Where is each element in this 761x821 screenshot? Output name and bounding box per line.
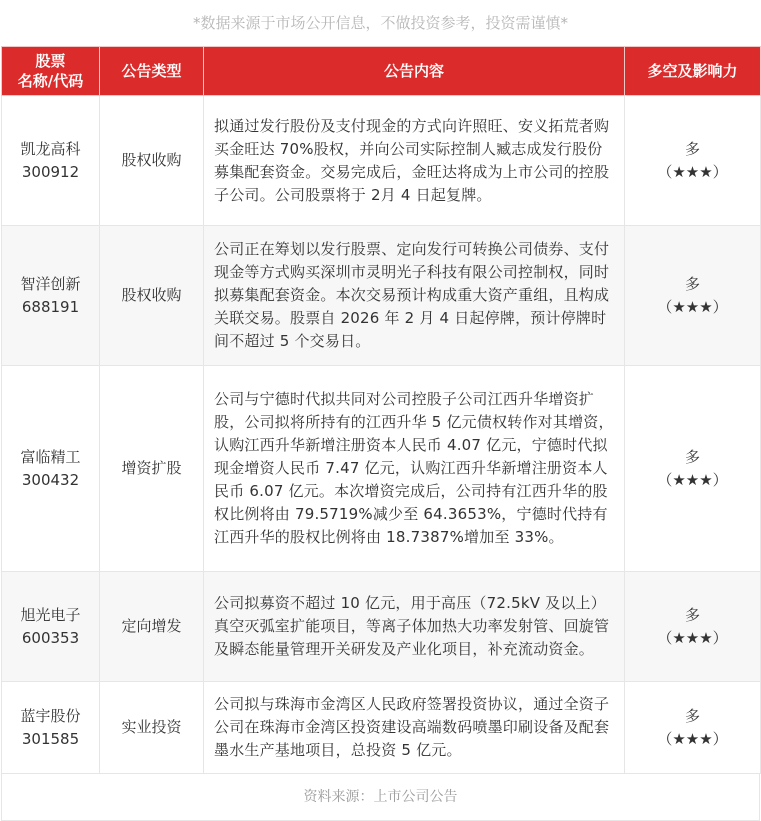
stock-name: 凯龙高科 bbox=[20, 139, 81, 158]
announcement-content: 公司正在筹划以发行股票、定向发行可转换公司债券、支付现金等方式购买深圳市灵明光子科技有限公司控制权，同时拟募集配套资金。本次交易预计构成重大资产重组，且构成关联交易。股票自 2026 年 2 月 4 日起停牌，预计停牌时间不超过 5 个交易日。 bbox=[204, 226, 625, 366]
stock-cell bbox=[2, 96, 100, 226]
table-header-row bbox=[2, 47, 761, 96]
disclaimer-text: *数据来源于市场公开信息，不做投资参考，投资需谨慎* bbox=[192, 14, 568, 32]
announcement-table bbox=[1, 46, 761, 774]
table-row bbox=[2, 96, 761, 226]
header-stock-line1: 股票 bbox=[35, 52, 66, 70]
stock-cell bbox=[2, 682, 100, 774]
stock-name: 旭光电子 bbox=[20, 605, 81, 624]
star-rating: （★★★） bbox=[657, 729, 728, 748]
header-type: 公告类型 bbox=[100, 47, 204, 96]
impact-cell bbox=[625, 682, 761, 774]
stock-name: 智洋创新 bbox=[20, 274, 81, 293]
impact-cell bbox=[625, 226, 761, 366]
stock-code: 300432 bbox=[21, 470, 80, 489]
header-content: 公告内容 bbox=[204, 47, 625, 96]
stock-code: 688191 bbox=[21, 297, 80, 316]
table-row bbox=[2, 226, 761, 366]
star-rating: （★★★） bbox=[657, 162, 728, 181]
header-stock-line2: 名称/代码 bbox=[17, 72, 84, 90]
stock-code: 301585 bbox=[21, 729, 80, 748]
impact-label: 多 bbox=[684, 706, 700, 725]
announcement-type: 实业投资 bbox=[100, 682, 204, 774]
stock-code: 300912 bbox=[21, 162, 80, 181]
announcement-content: 公司拟募资不超过 10 亿元，用于高压（72.5kV 及以上）真空灭弧室扩能项目，等离子体加热大功率发射管、回旋管及瞬态能量管理开关研发及产业化项目，补充流动资金。 bbox=[204, 572, 625, 682]
announcement-content: 公司拟与珠海市金湾区人民政府签署投资协议，通过全资子公司在珠海市金湾区投资建设高端数码喷墨印刷设备及配套墨水生产基地项目，总投资 5 亿元。 bbox=[204, 682, 625, 774]
announcement-content: 公司与宁德时代拟共同对公司控股子公司江西升华增资扩股，公司拟将所持有的江西升华 5 亿元债权转作对其增资，认购江西升华新增注册资本人民币 4.07 亿元，宁德时代拟现金增资人民币 7.47 亿元，认购江西升华新增注册资本人民币 6.07 亿元。本次增资完成后，公司持有江西升华的股权比例将由 79.5719%减少至 64.3653%，宁德时代持有江西升华的股权比例将由 18.7387%增加至 33%。 bbox=[204, 366, 625, 572]
impact-label: 多 bbox=[684, 139, 700, 158]
impact-label: 多 bbox=[684, 605, 700, 624]
impact-label: 多 bbox=[684, 447, 700, 466]
stock-code: 600353 bbox=[21, 628, 80, 647]
star-rating: （★★★） bbox=[657, 470, 728, 489]
stock-cell bbox=[2, 572, 100, 682]
star-rating: （★★★） bbox=[657, 297, 728, 316]
stock-cell bbox=[2, 226, 100, 366]
stock-name: 富临精工 bbox=[20, 447, 81, 466]
header-stock bbox=[2, 47, 100, 96]
announcement-content: 拟通过发行股份及支付现金的方式向许照旺、安义拓荒者购买金旺达 70%股权，并向公司实际控制人臧志成发行股份募集配套资金。交易完成后，金旺达将成为上市公司的控股子公司。公司股票将于 2月 4 日起复牌。 bbox=[204, 96, 625, 226]
stock-name: 蓝宇股份 bbox=[20, 706, 81, 725]
table-row bbox=[2, 366, 761, 572]
table-row bbox=[2, 682, 761, 774]
impact-cell bbox=[625, 96, 761, 226]
impact-label: 多 bbox=[684, 274, 700, 293]
stock-cell bbox=[2, 366, 100, 572]
source-footer: 资料来源：上市公司公告 bbox=[1, 774, 760, 821]
star-rating: （★★★） bbox=[657, 628, 728, 647]
announcement-type: 股权收购 bbox=[100, 96, 204, 226]
header-impact: 多空及影响力 bbox=[625, 47, 761, 96]
table-row bbox=[2, 572, 761, 682]
impact-cell bbox=[625, 366, 761, 572]
announcement-type: 股权收购 bbox=[100, 226, 204, 366]
impact-cell bbox=[625, 572, 761, 682]
announcement-type: 定向增发 bbox=[100, 572, 204, 682]
announcement-type: 增资扩股 bbox=[100, 366, 204, 572]
